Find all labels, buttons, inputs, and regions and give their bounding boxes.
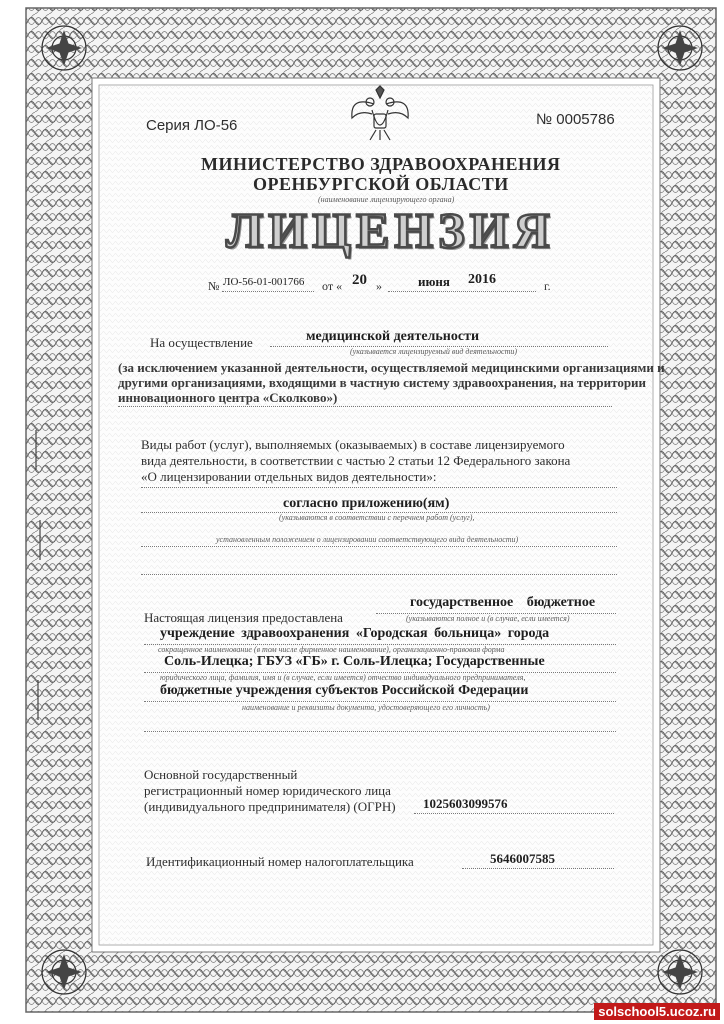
work-types-value: согласно приложению(ям): [283, 496, 450, 511]
licensee-caption-4: наименование и реквизиты документа, удостоверяющего его личность): [242, 703, 490, 712]
license-month: июня: [418, 274, 450, 289]
inn-value: 5646007585: [490, 851, 555, 866]
activity-caption: (указывается лицензируемый вид деятельности): [350, 347, 518, 356]
work-types-line-2: вида деятельности, в соответствии с частью 2 статьи 12 Федерального закона: [141, 453, 571, 468]
series-label: Серия ЛО-56: [146, 117, 238, 134]
authority-caption: (наименование лицензирующего органа): [318, 195, 455, 204]
activity-exception-line-1: (за исключением указанной деятельности, осуществляемой медицинскими организациями и: [118, 360, 665, 375]
inn-label: Идентификационный номер налогоплательщика: [146, 854, 414, 869]
activity-value: медицинской деятельности: [306, 329, 480, 344]
ogrn-value: 1025603099576: [423, 796, 508, 811]
licensee-line-2: учреждение здравоохранения «Городская больница» города: [160, 626, 550, 641]
day-close-quote: »: [376, 279, 382, 293]
site-watermark: solschool5.ucoz.ru: [594, 1003, 720, 1020]
activity-exception-line-3: инновационного центра «Сколково»): [118, 390, 338, 405]
document-title: ЛИЦЕНЗИЯ: [226, 202, 555, 258]
date-from-label: от «: [322, 279, 343, 293]
year-suffix: г.: [544, 279, 551, 293]
licensee-label: Настоящая лицензия предоставлена: [144, 610, 343, 625]
licensee-caption-2: сокращенное наименование (в том числе фирменное наименование), организационно-правовая форма: [158, 645, 505, 654]
licensee-line-4: бюджетные учреждения субъектов Российской Федерации: [160, 683, 529, 698]
form-number: № 0005786: [536, 111, 615, 128]
license-day: 20: [352, 272, 367, 288]
licensee-line-3: Соль-Илецка; ГБУЗ «ГБ» г. Соль-Илецка; Государственные: [164, 654, 545, 669]
activity-exception-line-2: другими организациями, входящими в частную систему здравоохранения, на территории: [118, 375, 647, 390]
ogrn-label-line-1: Основной государственный: [144, 767, 298, 782]
ogrn-label-line-3: (индивидуального предпринимателя) (ОГРН): [144, 799, 396, 814]
activity-label: На осуществление: [150, 335, 253, 350]
number-prefix: №: [208, 279, 220, 293]
work-types-caption-2: установленным положением о лицензировании соответствующего вида деятельности): [216, 535, 519, 544]
license-number: ЛО-56-01-001766: [223, 276, 305, 288]
authority-line-1: МИНИСТЕРСТВО ЗДРАВООХРАНЕНИЯ: [201, 154, 561, 174]
licensee-caption-1: (указываются полное и (в случае, если имеется): [406, 614, 570, 623]
license-year: 2016: [468, 272, 496, 287]
licensee-line-1: государственное бюджетное: [410, 595, 596, 610]
work-types-caption-1: (указываются в соответствии с перечнем работ (услуг),: [279, 513, 475, 522]
work-types-line-1: Виды работ (услуг), выполняемых (оказываемых) в составе лицензируемого: [141, 437, 565, 452]
work-types-line-3: «О лицензировании отдельных видов деятельности»:: [141, 469, 437, 484]
ogrn-label-line-2: регистрационный номер юридического лица: [144, 783, 391, 798]
licensee-caption-3: юридического лица, фамилия, имя и (в случае, если имеется) отчество индивидуального предпринимателя,: [160, 673, 526, 682]
authority-line-2: ОРЕНБУРГСКОЙ ОБЛАСТИ: [253, 174, 509, 194]
